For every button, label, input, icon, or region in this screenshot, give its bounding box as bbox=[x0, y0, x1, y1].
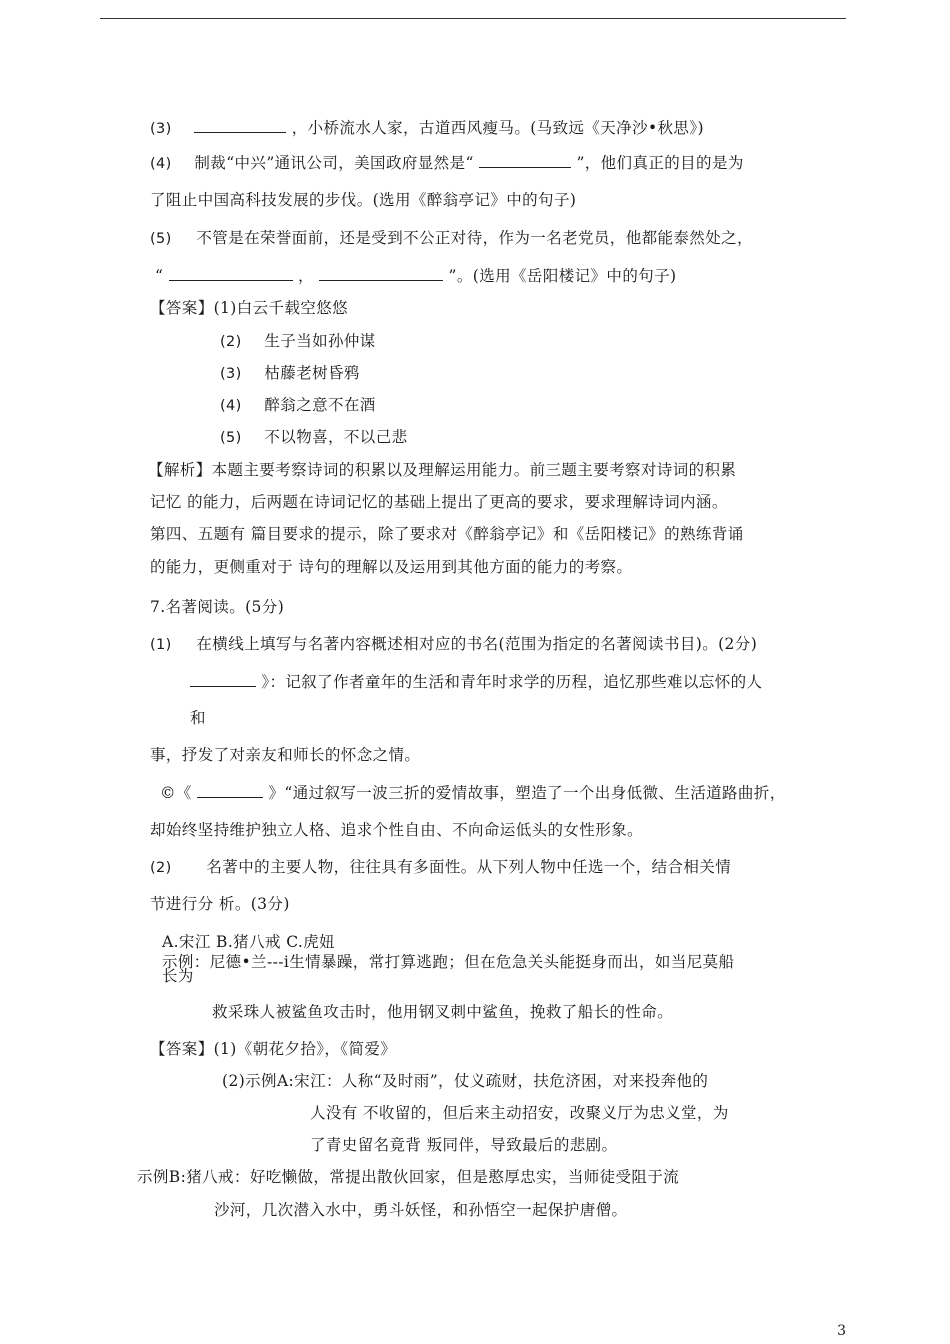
q6-item5 bbox=[150, 228, 753, 249]
q7-part1-a-wrap: 和 bbox=[190, 709, 206, 727]
comma: ， bbox=[297, 267, 314, 285]
item-number: (3) bbox=[150, 121, 172, 137]
fill-blank[interactable] bbox=[169, 265, 293, 281]
page-number: 3 bbox=[837, 1323, 846, 1339]
item-text: 枯藤老树昏鸦 bbox=[264, 364, 360, 382]
answer-heading: 【答案】(1)《朝花夕拾》，《简爱》 bbox=[150, 1040, 397, 1058]
item-text: 不管是在荣誉面前，还是受到不公正对待，作为一名老党员，他都能泰然处之， bbox=[196, 229, 753, 247]
item-text: 生子当如孙仲谋 bbox=[264, 332, 376, 350]
item-number: (2) bbox=[150, 860, 172, 876]
q6-item5-line2 bbox=[155, 265, 676, 286]
q7-example-wrap: 长为 bbox=[162, 967, 194, 985]
fill-blank[interactable] bbox=[190, 671, 256, 687]
answer-heading: 【答案】(1)白云千载空悠悠 bbox=[150, 299, 349, 317]
item-text: 不以物喜，不以己悲 bbox=[264, 428, 408, 446]
q7-part2-line2: 节进行分 析。(3分) bbox=[150, 895, 290, 913]
fill-blank[interactable] bbox=[197, 782, 263, 798]
item-number: (5) bbox=[220, 430, 242, 446]
item-text: 醉翁之意不在酒 bbox=[264, 396, 376, 414]
fill-blank[interactable] bbox=[479, 152, 571, 168]
q6-item3 bbox=[150, 117, 704, 139]
answer-item bbox=[220, 331, 376, 352]
q7-part1-b-line2: 却始终坚持维护独立人格、追求个性自由、不向命运低头的女性形象。 bbox=[150, 821, 643, 839]
item-number: (2) bbox=[220, 334, 242, 350]
item-text: ，小桥流水人家，古道西风瘦马。(马致远《天净沙•秋思》) bbox=[291, 119, 704, 137]
q6-item4 bbox=[150, 152, 744, 174]
fill-blank[interactable] bbox=[194, 117, 286, 133]
item-text: 在横线上填写与名著内容概述相对应的书名(范围为指定的名著阅读书目)。(2分) bbox=[196, 635, 758, 653]
answer-text: 了青史留名竟背 叛同伴，导致最后的悲剧。 bbox=[310, 1136, 618, 1154]
item-text: 名著中的主要人物，往往具有多面性。从下列人物中任选一个，结合相关情 bbox=[206, 858, 732, 876]
analysis-line: 【解析】本题主要考察诗词的积累以及理解运用能力。前三题主要考察对诗词的积累 bbox=[148, 461, 737, 479]
header-rule bbox=[100, 18, 846, 19]
q7-part1 bbox=[150, 634, 757, 655]
item-marker: ©《 bbox=[160, 784, 192, 802]
q7-example: 示例：尼德•兰---i生情暴躁，常打算逃跑；但在危急关头能挺身而出，如当尼莫船 bbox=[162, 953, 735, 971]
item-number: (4) bbox=[150, 156, 172, 172]
analysis-line: 的能力，更侧重对于 诗句的理解以及运用到其他方面的能力的考察。 bbox=[150, 558, 633, 576]
q7-part1-b bbox=[160, 782, 786, 803]
answer-text: 沙河，几次潜入水中，勇斗妖怪，和孙悟空一起保护唐僧。 bbox=[214, 1201, 628, 1219]
question-title: 7.名著阅读。(5分) bbox=[150, 598, 285, 616]
q7-part1-a-line2: 事，抒发了对亲友和师长的怀念之情。 bbox=[150, 746, 421, 764]
q6-item4-line2: 了阻止中国高科技发展的步伐。(选用《醉翁亭记》中的句子) bbox=[150, 191, 577, 209]
item-text: 》“通过叙写一波三折的爱情故事，塑造了一个出身低微、生活道路曲折， bbox=[268, 784, 786, 802]
q7-part1-a bbox=[190, 671, 762, 692]
answer-item bbox=[220, 363, 360, 384]
analysis-line: 记忆 的能力，后两题在诗词记忆的基础上提出了更高的要求，要求理解诗词内涵。 bbox=[150, 493, 728, 511]
item-text: ”。(选用《岳阳楼记》中的句子) bbox=[448, 267, 677, 285]
open-quote: “ bbox=[155, 267, 164, 285]
fill-blank[interactable] bbox=[319, 265, 443, 281]
answer-text: 示例B:猪八戒：好吃懒做，常提出散伙回家，但是憨厚忠实，当师徒受阻于流 bbox=[137, 1168, 680, 1186]
q7-part2 bbox=[150, 857, 731, 878]
item-text: 》：记叙了作者童年的生活和青年时求学的历程，追忆那些难以忘怀的人 bbox=[261, 673, 763, 691]
answer-item bbox=[220, 427, 408, 448]
item-number: (1) bbox=[150, 637, 172, 653]
answer-text: (2)示例A:宋江：人称“及时雨”，仗义疏财，扶危济困，对来投奔他的 bbox=[222, 1072, 709, 1090]
item-text: ”，他们真正的目的是为 bbox=[576, 154, 744, 172]
q7-example-line2: 救采珠人被鲨鱼攻击时，他用钢叉刺中鲨鱼，挽救了船长的性命。 bbox=[212, 1003, 674, 1021]
analysis-line: 第四、五题有 篇目要求的提示，除了要求对《醉翁亭记》和《岳阳楼记》的熟练背诵 bbox=[150, 525, 744, 543]
item-number: (3) bbox=[220, 366, 242, 382]
answer-item bbox=[220, 395, 376, 416]
item-text: 制裁“中兴”通讯公司，美国政府显然是“ bbox=[194, 154, 474, 172]
item-number: (5) bbox=[150, 231, 172, 247]
answer-text: 人没有 不收留的，但后来主动招安，改聚义厅为忠义堂，为 bbox=[310, 1104, 729, 1122]
item-number: (4) bbox=[220, 398, 242, 414]
q7-options: A.宋江 B.猪八戒 C.虎妞 bbox=[162, 933, 336, 951]
